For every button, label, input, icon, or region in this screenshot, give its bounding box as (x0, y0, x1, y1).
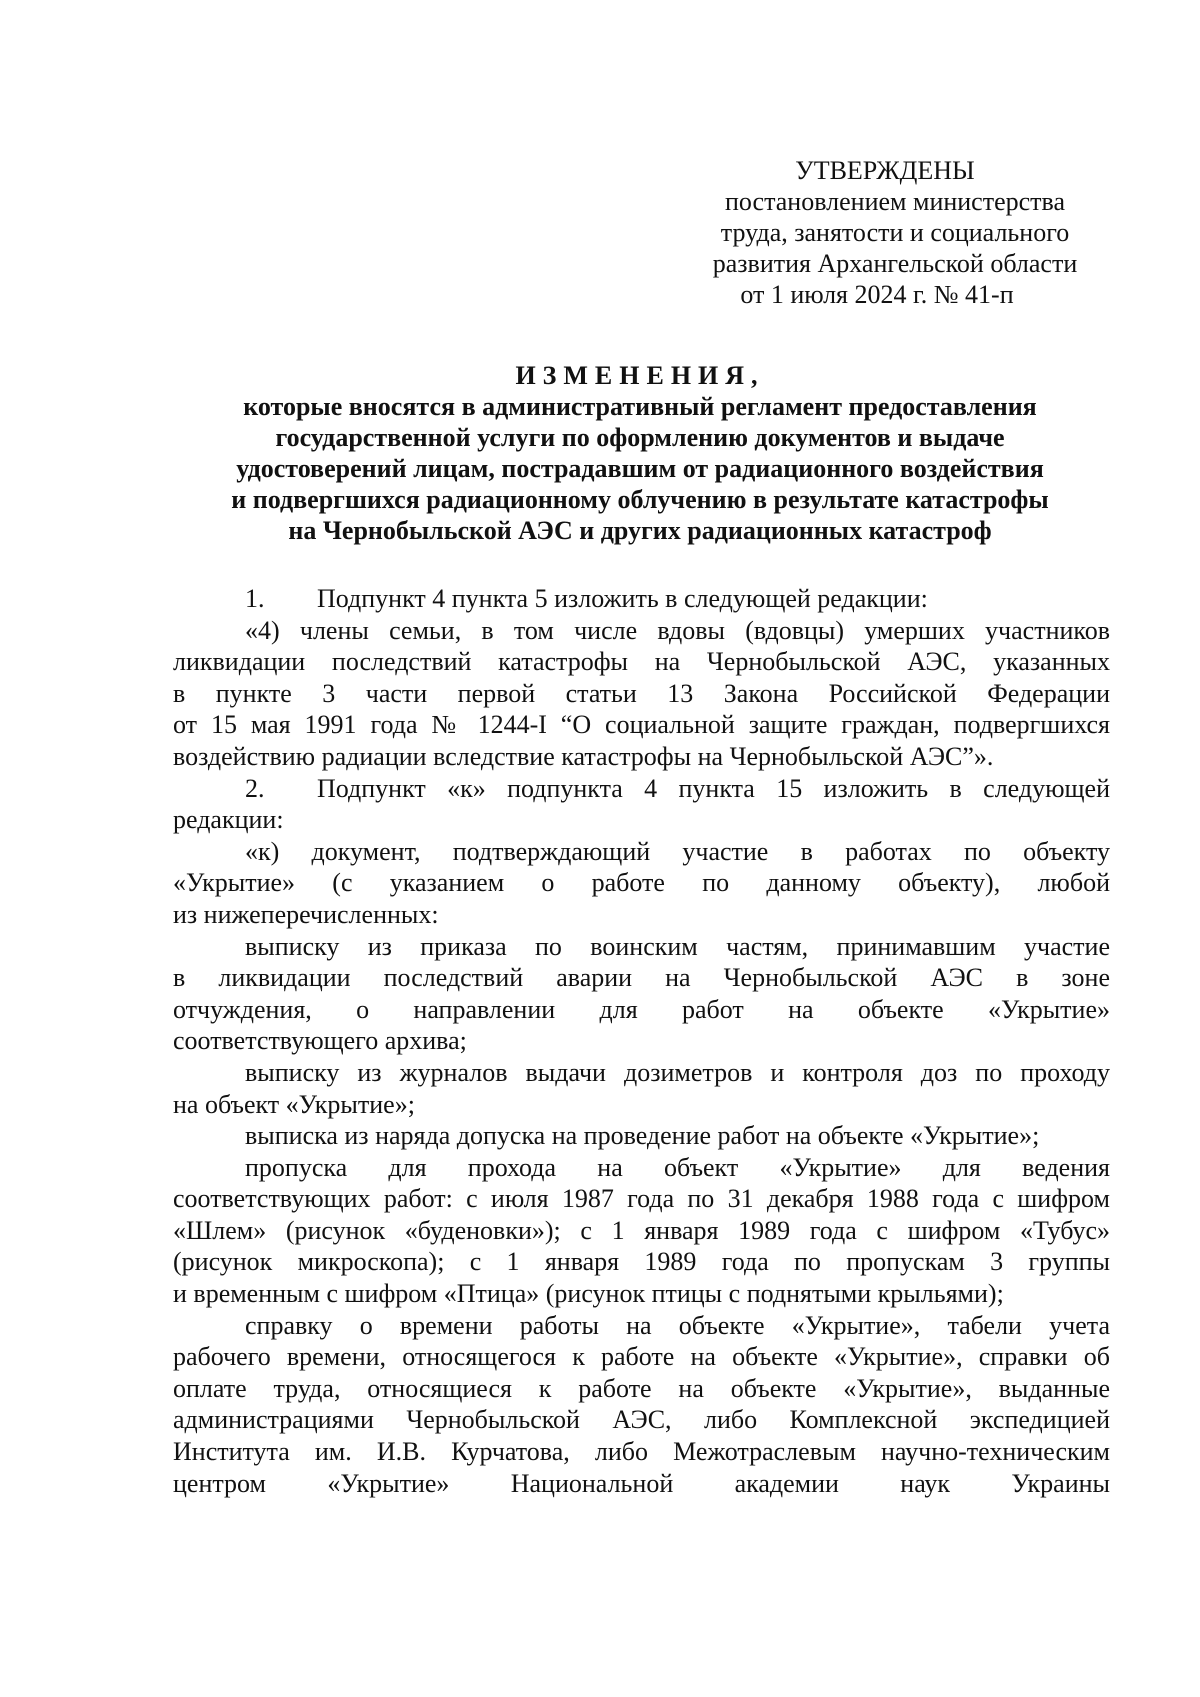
body-line: соответствующих работ: с июля 1987 года по 31 декабря 1988 года с шифром (173, 1184, 1110, 1214)
body-line: выписка из наряда допуска на проведение работ на объекте «Укрытие»; (245, 1121, 1040, 1151)
body-line: редакции: (173, 805, 284, 835)
body-line: ликвидации последствий катастрофы на Чернобыльской АЭС, указанных (173, 647, 1110, 677)
document-title (175, 360, 1105, 546)
item-1 (173, 583, 1110, 615)
body-line: справку о времени работы на объекте «Укрытие», табели учета (245, 1310, 1110, 1340)
body-line: администрациями Чернобыльской АЭС, либо Комплексной экспедицией (173, 1405, 1110, 1435)
body-line: «Укрытие» (с указанием о работе по данному объекту), любой (173, 868, 1110, 898)
body-line: рабочего времени, относящегося к работе на объекте «Укрытие», справки об (173, 1342, 1110, 1372)
body-line: Института им. И.В. Курчатова, либо Межотраслевым научно-техническим (173, 1437, 1110, 1467)
approval-title: УТВЕРЖДЕНЫ (795, 156, 975, 185)
item-text: Подпункт «к» подпункта 4 пункта 15 изложить в следующей (317, 773, 1110, 803)
body-line: от 15 мая 1991 года № 1244-I “О социальной защите граждан, подвергшихся (173, 710, 1110, 740)
approval-date: от 1 июля 2024 г. № 41-п (740, 280, 1014, 309)
body-line: центром «Укрытие» Национальной академии наук Украины (173, 1468, 1110, 1498)
approval-line: постановлением министерства (724, 187, 1066, 216)
title-heading: ИЗМЕНЕНИЯ, (515, 361, 765, 390)
body-line: и временным с шифром «Птица» (рисунок птицы с поднятыми крыльями); (173, 1279, 1004, 1309)
document-body (173, 583, 1110, 1499)
item-number: 2. (245, 773, 265, 803)
title-line: на Чернобыльской АЭС и других радиационных катастроф (288, 516, 992, 545)
body-line: воздействию радиации вследствие катастрофы на Чернобыльской АЭС”». (173, 741, 994, 771)
body-line: отчуждения, о направлении для работ на объекте «Укрытие» (173, 994, 1110, 1024)
body-line: оплате труда, относящиеся к работе на объекте «Укрытие», выданные (173, 1373, 1110, 1403)
item-number: 1. (245, 584, 265, 613)
item-text: Подпункт 4 пункта 5 изложить в следующей редакции: (317, 584, 928, 613)
body-line: «Шлем» (рисунок «буденовки»); с 1 января 1989 года с шифром «Тубус» (173, 1215, 1110, 1245)
title-line: которые вносятся в административный регламент предоставления (243, 392, 1037, 421)
body-line: выписку из приказа по воинским частям, принимавшим участие (245, 931, 1110, 961)
body-line: «4) члены семьи, в том числе вдовы (вдовцы) умерших участников (245, 615, 1110, 645)
body-line: из нижеперечисленных: (173, 899, 439, 929)
body-line: «к) документ, подтверждающий участие в работах по объекту (245, 836, 1110, 866)
item-2 (173, 773, 1110, 805)
body-line: пропуска для прохода на объект «Укрытие» для ведения (245, 1152, 1110, 1182)
approval-line: развития Архангельской области (712, 249, 1078, 278)
approval-line: труда, занятости и социального (720, 218, 1070, 247)
title-line: удостоверений лицам, пострадавшим от радиационного воздействия (236, 454, 1044, 483)
body-line: (рисунок микроскопа); с 1 января 1989 года по пропускам 3 группы (173, 1247, 1110, 1277)
body-line: выписку из журналов выдачи дозиметров и контроля доз по проходу (245, 1057, 1110, 1087)
body-line: соответствующего архива; (173, 1026, 467, 1056)
approval-block (690, 155, 1100, 310)
body-line: в ликвидации последствий аварии на Чернобыльской АЭС в зоне (173, 963, 1110, 993)
title-line: государственной услуги по оформлению документов и выдаче (275, 423, 1005, 452)
body-line: на объект «Укрытие»; (173, 1089, 415, 1119)
title-line: и подвергшихся радиационному облучению в результате катастрофы (231, 485, 1049, 514)
body-line: в пункте 3 части первой статьи 13 Закона Российской Федерации (173, 678, 1110, 708)
